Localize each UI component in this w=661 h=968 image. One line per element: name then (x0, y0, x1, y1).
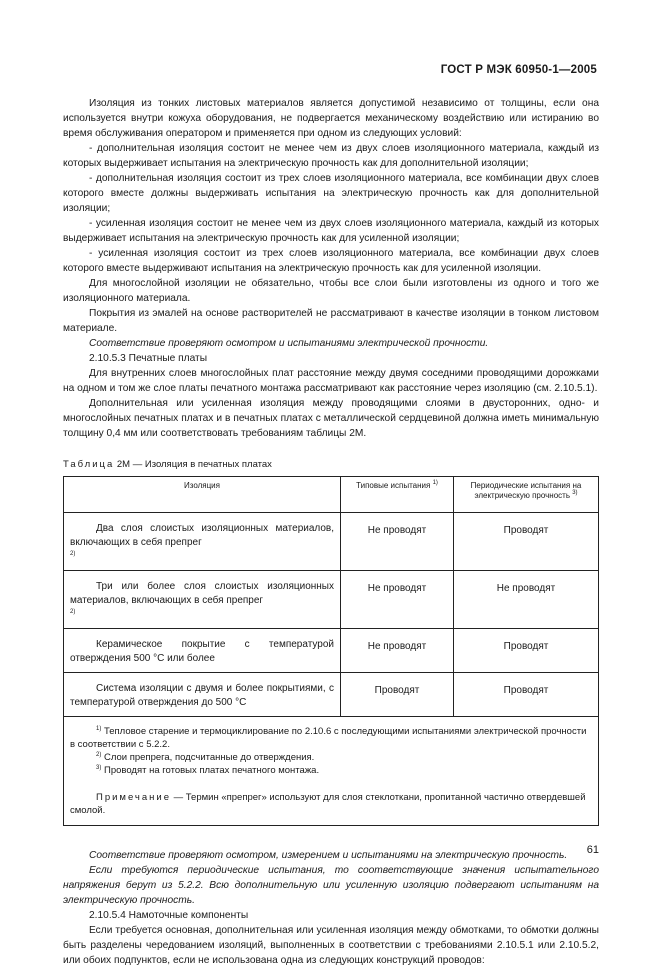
page-body (63, 96, 599, 968)
table-cell-periodic-tests: Проводят (454, 673, 599, 717)
table-cell-insulation: Два слоя слоистых изоляционных материалов, включающих в себя препрег $^{2)}$ (64, 513, 341, 571)
column-header-insulation: Изоляция (64, 477, 341, 513)
footnote-ref: 2) (70, 609, 76, 615)
document-header: ГОСТ Р МЭК 60950-1—2005 (440, 64, 597, 76)
column-header-type-tests: Типовые испытания $^{1)}$ (341, 477, 454, 513)
compliance-statement: Соответствие проверяют осмотром и испытаниями электрической прочности. (89, 338, 489, 349)
footnote: $^{2)}$ Слои препрега, подсчитанные до отверждения. (96, 752, 315, 763)
paragraph: - усиленная изоляция состоит не менее чем из двух слоев изоляционного материала, каждый из которых выдерживает испытания на электрическую прочность как для усиленной изоляции; (63, 218, 599, 244)
table-footnotes-row (64, 717, 599, 826)
table-cell-type-tests: Не проводят (341, 513, 454, 571)
footnote-ref: 1) (432, 480, 438, 486)
paragraph: - дополнительная изоляция состоит из трех слоев изоляционного материала, все комбинации двух слоев которого вместе должны выдерживать испытания на электрическую прочность как для дополнительной изоляции; (63, 173, 599, 214)
table-header-row (64, 477, 599, 513)
table-footnotes (64, 717, 599, 826)
paragraph: Покрытия из эмалей на основе растворителей не рассматривают в качестве изоляции в тонком листовом материале. (63, 308, 599, 334)
table-cell-type-tests: Проводят (341, 673, 454, 717)
paragraph: Если требуется основная, дополнительная или усиленная изоляция между обмотками, то обмотки должны быть разделены чередованием изоляций, выполненных в соответствии с требованиями 2.10.5.1 или 2.10.5.2, или обоих подпунктов, если не использована одна из следующих конструкций проводов: (63, 925, 599, 966)
paragraph: - дополнительная изоляция состоит не менее чем из двух слоев изоляционного материала, каждый из которых выдерживает испытания на электрическую прочность как для дополнительной изоляции; (63, 143, 599, 169)
table-cell-periodic-tests: Проводят (454, 513, 599, 571)
table-cell-insulation: Керамическое покрытие с температурой отверждения 500 °С или более (64, 629, 341, 673)
paragraph: Дополнительная или усиленная изоляция между проводящими слоями в двусторонних, одно- и многослойных печатных платах и в печатных платах с металлической сердцевиной должна иметь минимальную толщину 0,4 мм или соответствовать требованиям таблицы 2М. (63, 398, 599, 439)
table-cell-periodic-tests: Не проводят (454, 571, 599, 629)
table-row (64, 513, 599, 571)
table-caption (63, 457, 599, 472)
table-caption-prefix: Таблица (63, 459, 115, 470)
table-caption-title: 2М — Изоляция в печатных платах (116, 459, 272, 470)
table-row (64, 673, 599, 717)
table-cell-type-tests: Не проводят (341, 571, 454, 629)
footnote: $^{3)}$ Проводят на готовых платах печатного монтажа. (96, 765, 320, 776)
table-row (64, 629, 599, 673)
table-note: Примечание — Термин «препрег» используют для слоя стеклоткани, пропитанной частично отвердевшей смолой. (70, 792, 586, 816)
section-heading: 2.10.5.3 Печатные платы (89, 353, 208, 364)
paragraph: Изоляция из тонких листовых материалов является допустимой независимо от толщины, если она используется внутри кожуха оборудования, не подвергается механическому воздействию или истиранию во время обслуживания оператором и применяется при одном из следующих условий: (63, 98, 599, 139)
paragraph: Для внутренних слоев многослойных плат расстояние между двумя соседними проводящими дорожками на одном и том же слое платы печатного монтажа рассматривают как расстояние через изоляцию (см. 2.10.5.1). (63, 368, 599, 394)
table-cell-type-tests: Не проводят (341, 629, 454, 673)
paragraph: Для многослойной изоляции не обязательно, чтобы все слои были изготовлены из одного и того же изоляционного материала. (63, 278, 599, 304)
column-header-periodic-tests: Периодические испытания на электрическую прочность $^{3)}$ (454, 477, 599, 513)
footnote-ref: 3) (572, 490, 578, 496)
page-number: 61 (586, 844, 599, 856)
paragraph: Если требуются периодические испытания, то соответствующие значения испытательного напряжения берут из 5.2.2. Всю дополнительную или усиленную изоляцию подвергают испытаниям на электрическую прочность. (63, 865, 599, 906)
section-heading: 2.10.5.4 Намоточные компоненты (89, 910, 249, 921)
insulation-table (63, 476, 599, 826)
table-cell-insulation: Три или более слоя слоистых изоляционных материалов, включающих в себя препрег $^{2)}$ (64, 571, 341, 629)
paragraph: - усиленная изоляция состоит из трех слоев изоляционного материала, все комбинации двух слоев которого вместе выдерживают испытания на электрическую прочность как для усиленной изоляции. (63, 248, 599, 274)
table-row (64, 571, 599, 629)
note-label: Примечание (96, 792, 171, 803)
compliance-statement: Соответствие проверяют осмотром, измерением и испытаниями на электрическую прочность. (89, 850, 568, 861)
table-cell-insulation: Система изоляции с двумя и более покрытиями, с температурой отверждения до 500 °С (64, 673, 341, 717)
table-cell-periodic-tests: Проводят (454, 629, 599, 673)
footnote: $^{1)}$ Тепловое старение и термоциклирование по 2.10.6 с последующими испытаниями электрической прочности в соответствии с 5.2.2. (70, 726, 587, 750)
footnote-ref: 2) (70, 551, 76, 557)
